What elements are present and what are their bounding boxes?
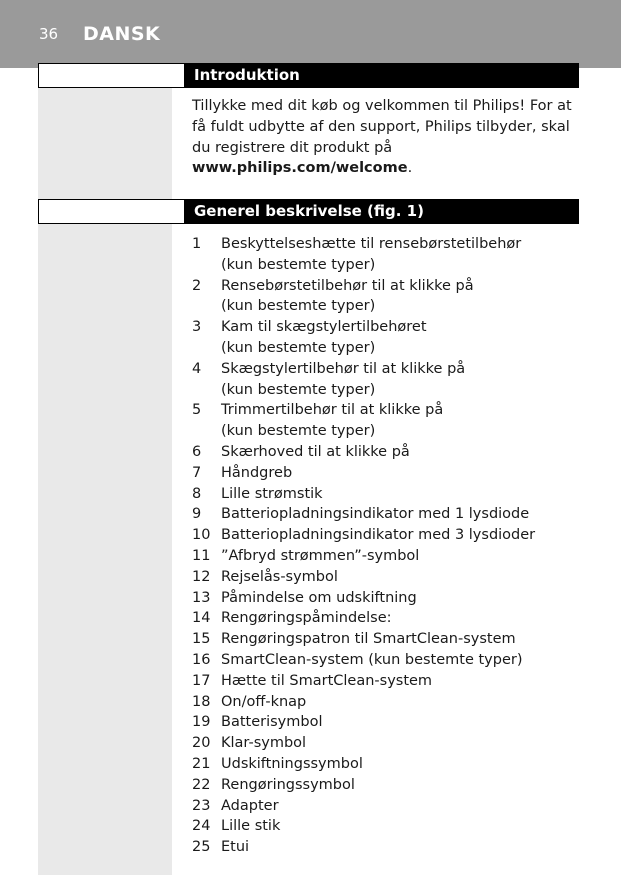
item-number: 25 — [192, 839, 211, 856]
item-label: Hætte til SmartClean-system — [221, 672, 433, 689]
section-title: Generel beskrivelse (fig. 1) — [194, 202, 424, 220]
item-number: 11 — [192, 547, 211, 564]
list-item — [192, 276, 582, 318]
item-label: Beskyttelseshætte til rensebørstetilbehør (kun bestemte typer) — [221, 236, 522, 273]
item-number: 13 — [192, 589, 211, 606]
list-item — [192, 754, 582, 775]
list-item — [192, 733, 582, 754]
item-label: Lille strømstik — [221, 485, 323, 502]
list-item — [192, 816, 582, 837]
item-label: Batterisymbol — [221, 714, 323, 731]
item-label: Rensebørstetilbehør til at klikke på (kun bestemte typer) — [221, 277, 474, 315]
list-item — [192, 484, 582, 505]
item-label: Rengøringssymbol — [221, 776, 355, 793]
item-label: Kam til skægstylertilbehøret (kun bestemte typer) — [221, 319, 427, 356]
item-number: 19 — [192, 714, 211, 731]
item-number: 8 — [192, 485, 202, 502]
item-number: 1 — [192, 236, 202, 252]
section-heading-general-description — [38, 199, 579, 224]
list-item — [192, 463, 582, 484]
list-item — [192, 796, 582, 817]
section-heading-introduction — [38, 63, 579, 88]
item-label: Adapter — [221, 797, 279, 814]
list-item — [192, 525, 582, 546]
introduction-trailing: . — [407, 160, 413, 177]
item-number: 9 — [192, 506, 202, 523]
item-label: Påmindelse om udskiftning — [221, 589, 417, 606]
item-label: Skægstylertilbehør til at klikke på (kun bestemte typer) — [221, 360, 466, 398]
item-number: 6 — [192, 443, 202, 460]
list-item — [192, 400, 582, 442]
item-number: 5 — [192, 402, 202, 419]
list-item — [192, 712, 582, 733]
item-number: 18 — [192, 693, 211, 710]
item-number: 20 — [192, 735, 211, 752]
item-number: 21 — [192, 755, 211, 772]
list-item — [192, 650, 582, 671]
page-header — [0, 0, 621, 68]
item-label: Klar-symbol — [221, 735, 307, 752]
page-number: 36 — [39, 25, 59, 43]
item-number: 15 — [192, 631, 211, 648]
list-item — [192, 317, 582, 359]
item-label: Håndgreb — [221, 464, 293, 481]
item-number: 16 — [192, 651, 211, 668]
item-label: Rengøringspatron til SmartClean-system — [221, 631, 516, 648]
section-title: Introduktion — [194, 66, 300, 84]
item-number: 10 — [192, 527, 211, 544]
item-label: On/off-knap — [221, 693, 307, 710]
language-title: DANSK — [83, 23, 161, 45]
list-item — [192, 837, 582, 858]
item-number: 24 — [192, 818, 211, 835]
item-label: ”Afbryd strømmen”-symbol — [221, 547, 420, 564]
list-item — [192, 359, 582, 401]
parts-list — [192, 234, 582, 858]
item-label: Udskiftningssymbol — [221, 755, 363, 772]
philips-welcome-url: www.philips.com/welcome — [192, 160, 408, 177]
list-item — [192, 588, 582, 609]
item-label: Trimmertilbehør til at klikke på (kun bestemte typer) — [221, 402, 444, 440]
left-margin-column — [38, 68, 172, 875]
list-item — [192, 775, 582, 796]
item-label: Batteriopladningsindikator med 3 lysdioder — [221, 527, 536, 544]
list-item — [192, 692, 582, 713]
item-number: 14 — [192, 610, 211, 627]
item-number: 17 — [192, 672, 211, 689]
list-item — [192, 608, 582, 629]
item-number: 12 — [192, 568, 211, 585]
item-number: 2 — [192, 277, 202, 294]
item-number: 4 — [192, 360, 202, 377]
introduction-paragraph — [192, 96, 572, 179]
list-item — [192, 567, 582, 588]
list-item — [192, 546, 582, 567]
introduction-text: Tillykke med dit køb og velkommen til Philips! For at få fuldt udbytte af den support, Philips tilbyder, skal du registrere dit produkt på — [192, 98, 572, 156]
item-number: 23 — [192, 797, 211, 814]
item-label: Batteriopladningsindikator med 1 lysdiode — [221, 506, 530, 523]
item-label: SmartClean-system (kun bestemte typer) — [221, 651, 523, 668]
item-number: 22 — [192, 776, 211, 793]
item-label: Etui — [221, 839, 250, 856]
item-label: Rejselås-symbol — [221, 568, 338, 585]
list-item — [192, 504, 582, 525]
list-item — [192, 629, 582, 650]
list-item — [192, 234, 582, 276]
item-label: Lille stik — [221, 818, 281, 835]
list-item — [192, 671, 582, 692]
item-label: Skærhoved til at klikke på — [221, 443, 410, 460]
item-label: Rengøringspåmindelse: — [221, 610, 392, 627]
list-item — [192, 442, 582, 463]
item-number: 3 — [192, 319, 202, 336]
item-number: 7 — [192, 464, 202, 481]
